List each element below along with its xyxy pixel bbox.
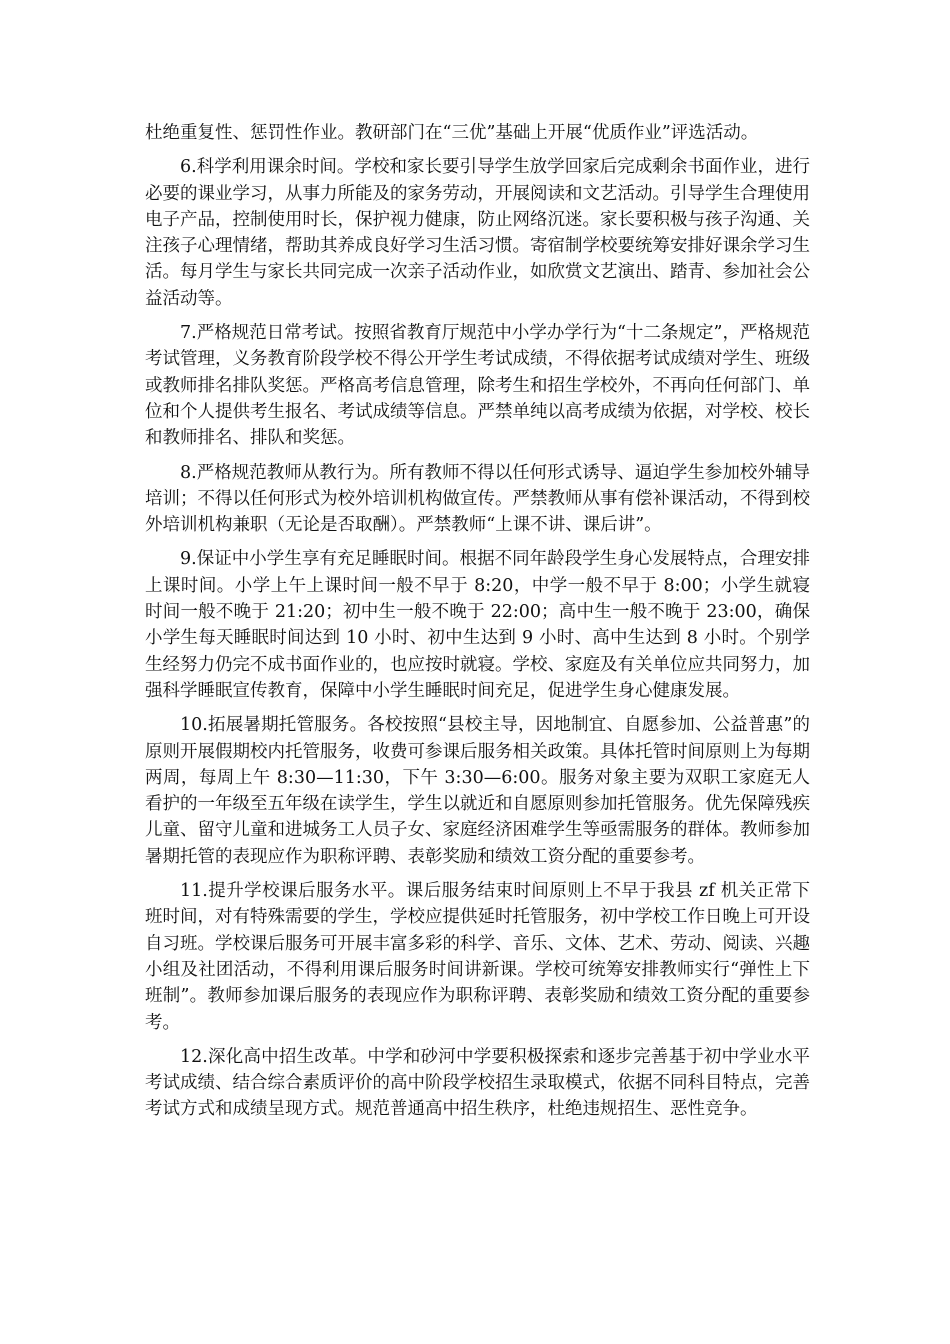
paragraph-7-daily-exams: 7.严格规范日常考试。按照省教育厅规范中小学办学行为“十二条规定”，严格规范考试管理，义务教育阶段学校不得公开学生考试成绩，不得依据考试成绩对学生、班级或教师排名排队奖惩。严格高考信息管理，除考生和招生学校外，不再向任何部门、单位和个人提供考生报名、考试成绩等信息。严禁单纯以高考成绩为依据，对学校、校长和教师排名、排队和奖惩。	[145, 323, 810, 449]
paragraph-11-after-school-service: 11.提升学校课后服务水平。课后服务结束时间原则上不早于我县 zf 机关正常下班时间，对有特殊需要的学生，学校应提供延时托管服务，初中学校工作日晚上可开设自习班。学校课后服务可开展丰富多彩的科学、音乐、文体、艺术、劳动、阅读、兴趣小组及社团活动，不得利用课后服务时间讲新课。学校可统筹安排教师实行“弹性上下班制”。教师参加课后服务的表现应作为职称评聘、表彰奖励和绩效工资分配的重要参考。	[145, 881, 810, 1033]
paragraph-9-sleep-time: 9.保证中小学生享有充足睡眠时间。根据不同年龄段学生身心发展特点，合理安排上课时间。小学上午上课时间一般不早于 8:20，中学一般不早于 8:00；小学生就寝时间一般不晚于 21:20；初中生一般不晚于 22:00；高中生一般不晚于 23:00，确保小学生每天睡眠时间达到 10 小时、初中生达到 9 小时、高中生达到 8 小时。个别学生经努力仍完不成书面作业的，也应按时就寝。学校、家庭及有关单位应共同努力，加强科学睡眠宣传教育，保障中小学生睡眠时间充足，促进学生身心健康发展。	[145, 549, 810, 701]
paragraph-continued: 杜绝重复性、惩罚性作业。教研部门在“三优”基础上开展“优质作业”评选活动。	[145, 123, 759, 143]
paragraph-8-teacher-conduct: 8.严格规范教师从教行为。所有教师不得以任何形式诱导、逼迫学生参加校外辅导培训；不得以任何形式为校外培训机构做宣传。严禁教师从事有偿补课活动，不得到校外培训机构兼职（无论是否取酬）。严禁教师“上课不讲、课后讲”。	[145, 462, 810, 536]
document-body	[145, 120, 810, 1131]
paragraph-6-extracurricular-time: 6.科学利用课余时间。学校和家长要引导学生放学回家后完成剩余书面作业，进行必要的课业学习，从事力所能及的家务劳动，开展阅读和文艺活动。引导学生合理使用电子产品，控制使用时长，保护视力健康，防止网络沉迷。家长要积极与孩子沟通、关注孩子心理情绪，帮助其养成良好学习生活习惯。寄宿制学校要统筹安排好课余学习生活。每月学生与家长共同完成一次亲子活动作业，如欣赏文艺演出、踏青、参加社会公益活动等。	[145, 157, 810, 309]
paragraph-10-summer-care: 10.拓展暑期托管服务。各校按照“县校主导，因地制宜、自愿参加、公益普惠”的原则开展假期校内托管服务，收费可参课后服务相关政策。具体托管时间原则上为每期两周，每周上午 8:30—11:30，下午 3:30—6:00。服务对象主要为双职工家庭无人看护的一年级至五年级在读学生，学生以就近和自愿原则参加托管服务。优先保障残疾儿童、留守儿童和进城务工人员子女、家庭经济困难学生等亟需服务的群体。教师参加暑期托管的表现应作为职称评聘、表彰奖励和绩效工资分配的重要参考。	[145, 715, 810, 867]
paragraph-12-high-school-admission: 12.深化高中招生改革。中学和砂河中学要积极探索和逐步完善基于初中学业水平考试成绩、结合综合素质评价的高中阶段学校招生录取模式，依据不同科目特点，完善考试方式和成绩呈现方式。规范普通高中招生秩序，杜绝违规招生、恶性竞争。	[145, 1046, 810, 1120]
